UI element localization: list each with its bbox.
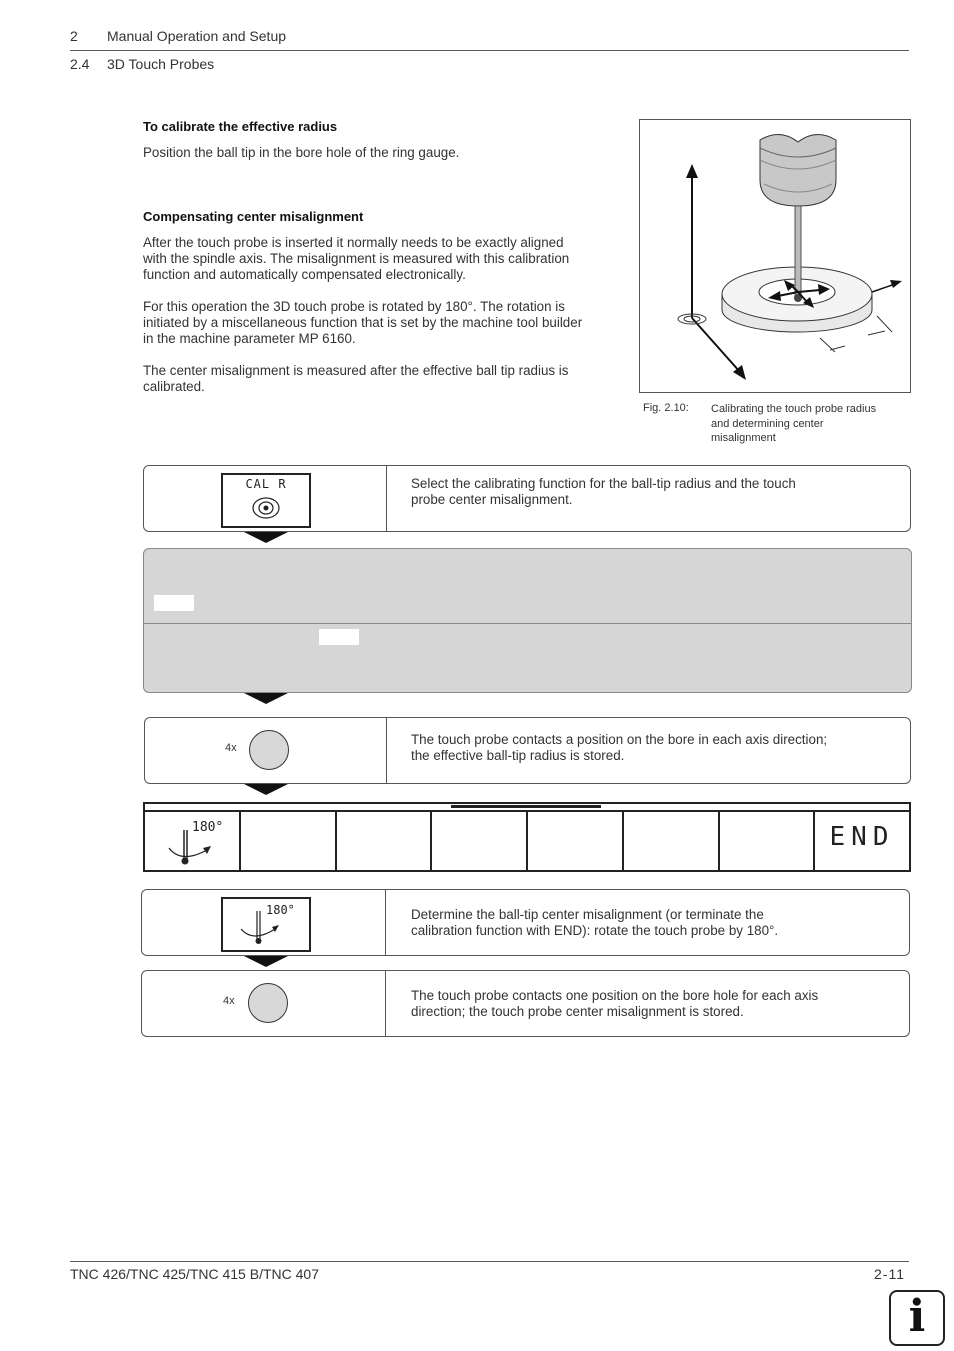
- end-label: END: [829, 822, 895, 852]
- repeat-count: 4x: [225, 742, 237, 754]
- step1-description: Select the calibrating function for the ball-tip radius and the touch probe center misalignment.: [411, 476, 796, 507]
- section-title: 3D Touch Probes: [107, 56, 215, 72]
- softkey-blank-4[interactable]: [526, 810, 528, 870]
- step-rotate-probe: [141, 889, 910, 956]
- softkey-blank-6[interactable]: [718, 810, 720, 870]
- rotate-180-key[interactable]: [221, 897, 311, 952]
- nc-start-button-2[interactable]: [248, 983, 288, 1023]
- chapter-title: Manual Operation and Setup: [107, 28, 287, 44]
- display-field-2: [319, 629, 359, 645]
- paragraph-position-ball: Position the ball tip in the bore hole of the ring gauge.: [143, 145, 460, 160]
- paragraph-measure-order: The center misalignment is measured after the effective ball tip radius is calibrated.: [143, 363, 569, 394]
- header-rule: [70, 50, 909, 51]
- heading-calibrate-radius: To calibrate the effective radius: [143, 119, 338, 134]
- repeat-count-2: 4x: [223, 995, 235, 1007]
- rotate-key-label: 180°: [266, 903, 295, 917]
- touch-probe-illustration: [640, 120, 910, 392]
- heading-center-misalignment: Compensating center misalignment: [143, 209, 364, 224]
- softkey-blank-1[interactable]: [239, 810, 241, 870]
- nc-start-button[interactable]: [249, 730, 289, 770]
- cal-r-softkey[interactable]: [221, 473, 311, 528]
- section-number: 2.4: [70, 56, 90, 72]
- screen-display-panel: [143, 548, 912, 693]
- paragraph-rotation: For this operation the 3D touch probe is rotated by 180°. The rotation is initiated by a miscellaneous function that is set by the machine tool builder in the machine parameter MP 6160.: [143, 299, 583, 346]
- end-softkey[interactable]: [813, 810, 895, 870]
- step-select-calibration: [143, 465, 911, 532]
- step3-description: Determine the ball-tip center misalignment (or terminate the calibration function with END): rotate the touch probe by 180°.: [411, 907, 779, 938]
- rotate-180-softkey[interactable]: [145, 812, 239, 870]
- step-probe-radius: [144, 717, 911, 784]
- figure-touch-probe: [639, 119, 911, 393]
- cal-r-label: CAL R: [245, 477, 287, 491]
- flow-arrow-3: [244, 784, 288, 795]
- paragraph-misalignment: After the touch probe is inserted it normally needs to be exactly aligned with the spindle axis. The misalignment is measured with this calibration function and automatically compensated electronically.: [143, 235, 570, 282]
- flow-arrow-2: [244, 693, 288, 704]
- flow-arrow-1: [244, 532, 288, 543]
- figure-caption: Calibrating the touch probe radius and determining center misalignment: [711, 403, 877, 444]
- figure-label: Fig. 2.10:: [643, 402, 689, 414]
- rotate-180-label: 180°: [192, 820, 224, 835]
- info-icon[interactable]: [889, 1290, 945, 1346]
- softkey-blank-3[interactable]: [430, 810, 432, 870]
- footer-models: TNC 426/TNC 425/TNC 415 B/TNC 407: [70, 1266, 319, 1282]
- rotate-probe-key-icon: [235, 905, 295, 949]
- footer-rule: [70, 1261, 909, 1262]
- rotate-probe-icon: [165, 822, 225, 867]
- display-field-1: [154, 595, 194, 611]
- target-icon: [251, 496, 281, 520]
- softkey-blank-2[interactable]: [335, 810, 337, 870]
- step2-description: The touch probe contacts a position on the bore in each axis direction; the effective ball-tip radius is stored.: [411, 732, 828, 763]
- flow-arrow-4: [244, 956, 288, 967]
- footer-page-number: 2-11: [874, 1266, 905, 1282]
- softkey-blank-5[interactable]: [622, 810, 624, 870]
- step-probe-misalignment: [141, 970, 910, 1037]
- step4-description: The touch probe contacts one position on the bore hole for each axis direction; the touch probe center misalignment is stored.: [411, 988, 819, 1019]
- chapter-number: 2: [70, 28, 78, 44]
- softkey-row: [143, 802, 911, 872]
- info-letter: i: [908, 1291, 926, 1342]
